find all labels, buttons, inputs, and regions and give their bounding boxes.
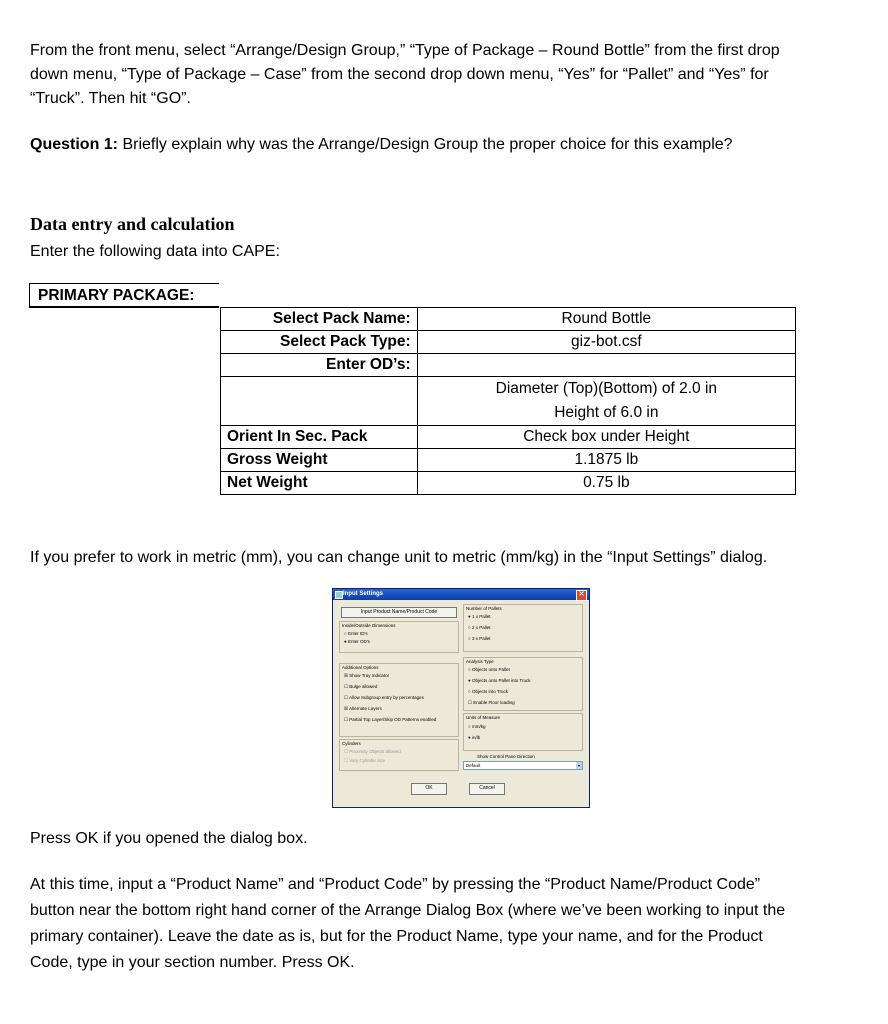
data-entry-heading: Data entry and calculation <box>30 214 235 234</box>
final-line-3: primary container). Leave the date as is, but for the Product Name, type your name, and for the Product <box>30 928 763 945</box>
pallet-3-radio[interactable]: ○ 3 x Pallet <box>468 636 491 641</box>
pack-name-value: Round Bottle <box>417 308 795 331</box>
dialog-title: Input Settings <box>343 591 383 597</box>
table-row <box>221 377 796 426</box>
bulge-checkbox[interactable]: ☐ Bulge allowed <box>344 684 378 689</box>
final-paragraph <box>30 872 870 976</box>
cancel-button[interactable]: Cancel <box>469 783 505 795</box>
height-value: Height of 6.0 in <box>554 404 659 421</box>
app-icon <box>335 591 343 599</box>
allow-subgroup-checkbox[interactable]: ☐ Allow Subgroup entry by percentages <box>344 695 424 700</box>
pack-name-label: Select Pack Name: <box>221 308 418 331</box>
final-line-4: Code, type in your section number. Press OK. <box>30 954 355 971</box>
net-weight-value: 0.75 lb <box>417 472 795 495</box>
table-row <box>221 354 796 377</box>
show-control-label: Show Control Pane Direction <box>477 754 535 759</box>
press-ok-text: Press OK if you opened the dialog box. <box>30 830 308 847</box>
orient-label: Orient In Sec. Pack <box>221 426 418 449</box>
diameter-value: Diameter (Top)(Bottom) of 2.0 in <box>495 380 718 397</box>
additional-options-group <box>339 663 459 737</box>
cylinders-group-label: Cylinders <box>342 741 361 746</box>
table-row <box>221 308 796 331</box>
direction-select[interactable] <box>463 761 583 770</box>
units-group <box>463 713 583 751</box>
primary-package-table <box>220 307 796 495</box>
obj-truck-radio[interactable]: ○ Objects into Truck <box>468 689 508 694</box>
intro-line-2: down menu, “Type of Package – Case” from the second drop down menu, “Yes” for “Pallet” and “Yes” for <box>30 66 769 83</box>
show-tray-checkbox[interactable]: ☒ Show Tray Indicator <box>344 673 390 678</box>
product-name-button[interactable]: Input Product Name/Product Code <box>341 607 457 618</box>
dims-group-label: Inside/Outside Dimensions <box>342 623 396 628</box>
table-row <box>221 426 796 449</box>
additional-group-label: Additional Options <box>342 665 379 670</box>
enter-ods-radio[interactable]: ● Enter OD's <box>344 639 370 644</box>
gross-weight-label: Gross Weight <box>221 449 418 472</box>
ok-button[interactable]: OK <box>411 783 447 795</box>
table-row <box>221 331 796 354</box>
cylinders-group <box>339 739 459 771</box>
chevron-down-icon[interactable]: ▾ <box>577 763 580 768</box>
dialog-titlebar <box>333 589 589 600</box>
analysis-group-label: Analysis Type <box>466 659 494 664</box>
question-1 <box>30 133 870 157</box>
intro-line-3: “Truck”. Then hit “GO”. <box>30 90 191 107</box>
enter-ids-radio[interactable]: ○ Enter ID's <box>344 631 368 636</box>
units-group-label: Units of Measure <box>466 715 501 720</box>
proximity-checkbox[interactable]: ☐ Proximity Objects allowed <box>344 749 401 754</box>
table-row <box>221 449 796 472</box>
pallet-1-radio[interactable]: ● 1 x Pallet <box>468 614 491 619</box>
input-settings-dialog <box>332 588 590 808</box>
obj-pallet-radio[interactable]: ○ Objects onto Pallet <box>468 667 510 672</box>
intro-paragraph <box>30 39 870 111</box>
question-1-text: Briefly explain why was the Arrange/Design Group the proper choice for this example? <box>118 136 733 153</box>
data-entry-subtext: Enter the following data into CAPE: <box>30 243 280 260</box>
dims-group <box>339 621 459 653</box>
metric-note: If you prefer to work in metric (mm), you can change unit to metric (mm/kg) in the “Input Settings” dialog. <box>30 549 768 566</box>
alternate-layers-checkbox[interactable]: ☒ Alternate Layers <box>344 706 382 711</box>
pallets-group-label: Number of Pallets <box>466 606 502 611</box>
ods-empty <box>417 354 795 377</box>
pallets-group <box>463 604 583 652</box>
obj-pallet-truck-radio[interactable]: ● Objects onto Pallet into Truck <box>468 678 531 683</box>
question-1-label: Question 1: <box>30 136 119 153</box>
ods-label: Enter OD’s: <box>221 354 418 377</box>
final-line-1: At this time, input a “Product Name” and “Product Code” by pressing the “Product Name/Product Code” <box>30 876 761 893</box>
gross-weight-value: 1.1875 lb <box>417 449 795 472</box>
net-weight-label: Net Weight <box>221 472 418 495</box>
dims-empty <box>221 377 418 426</box>
close-icon[interactable]: ✕ <box>576 590 587 601</box>
final-line-2: button near the bottom right hand corner of the Arrange Dialog Box (where we’ve been working to input the <box>30 902 786 919</box>
pack-type-label: Select Pack Type: <box>221 331 418 354</box>
analysis-type-group <box>463 657 583 711</box>
inlb-radio[interactable]: ● in/lb <box>468 735 481 740</box>
vary-cylinder-checkbox[interactable]: ☐ Vary Cylinder size <box>344 758 386 763</box>
dims-values <box>417 377 795 426</box>
primary-package-label: PRIMARY PACKAGE: <box>29 283 219 307</box>
floor-loading-checkbox[interactable]: ☐ Enable Floor loading <box>468 700 515 705</box>
intro-line-1: From the front menu, select “Arrange/Design Group,” “Type of Package – Round Bottle” from the first drop <box>30 42 780 59</box>
pallet-2-radio[interactable]: ○ 2 x Pallet <box>468 625 491 630</box>
partial-top-checkbox[interactable]: ☐ Partial Top Layer/Skip OD Patterns enabled <box>344 717 437 722</box>
pack-type-value: giz-bot.csf <box>417 331 795 354</box>
orient-value: Check box under Height <box>417 426 795 449</box>
direction-select-value: Default <box>466 763 481 768</box>
primary-label-underline <box>29 307 219 308</box>
table-row <box>221 472 796 495</box>
mmkg-radio[interactable]: ○ mm/kg <box>468 724 486 729</box>
